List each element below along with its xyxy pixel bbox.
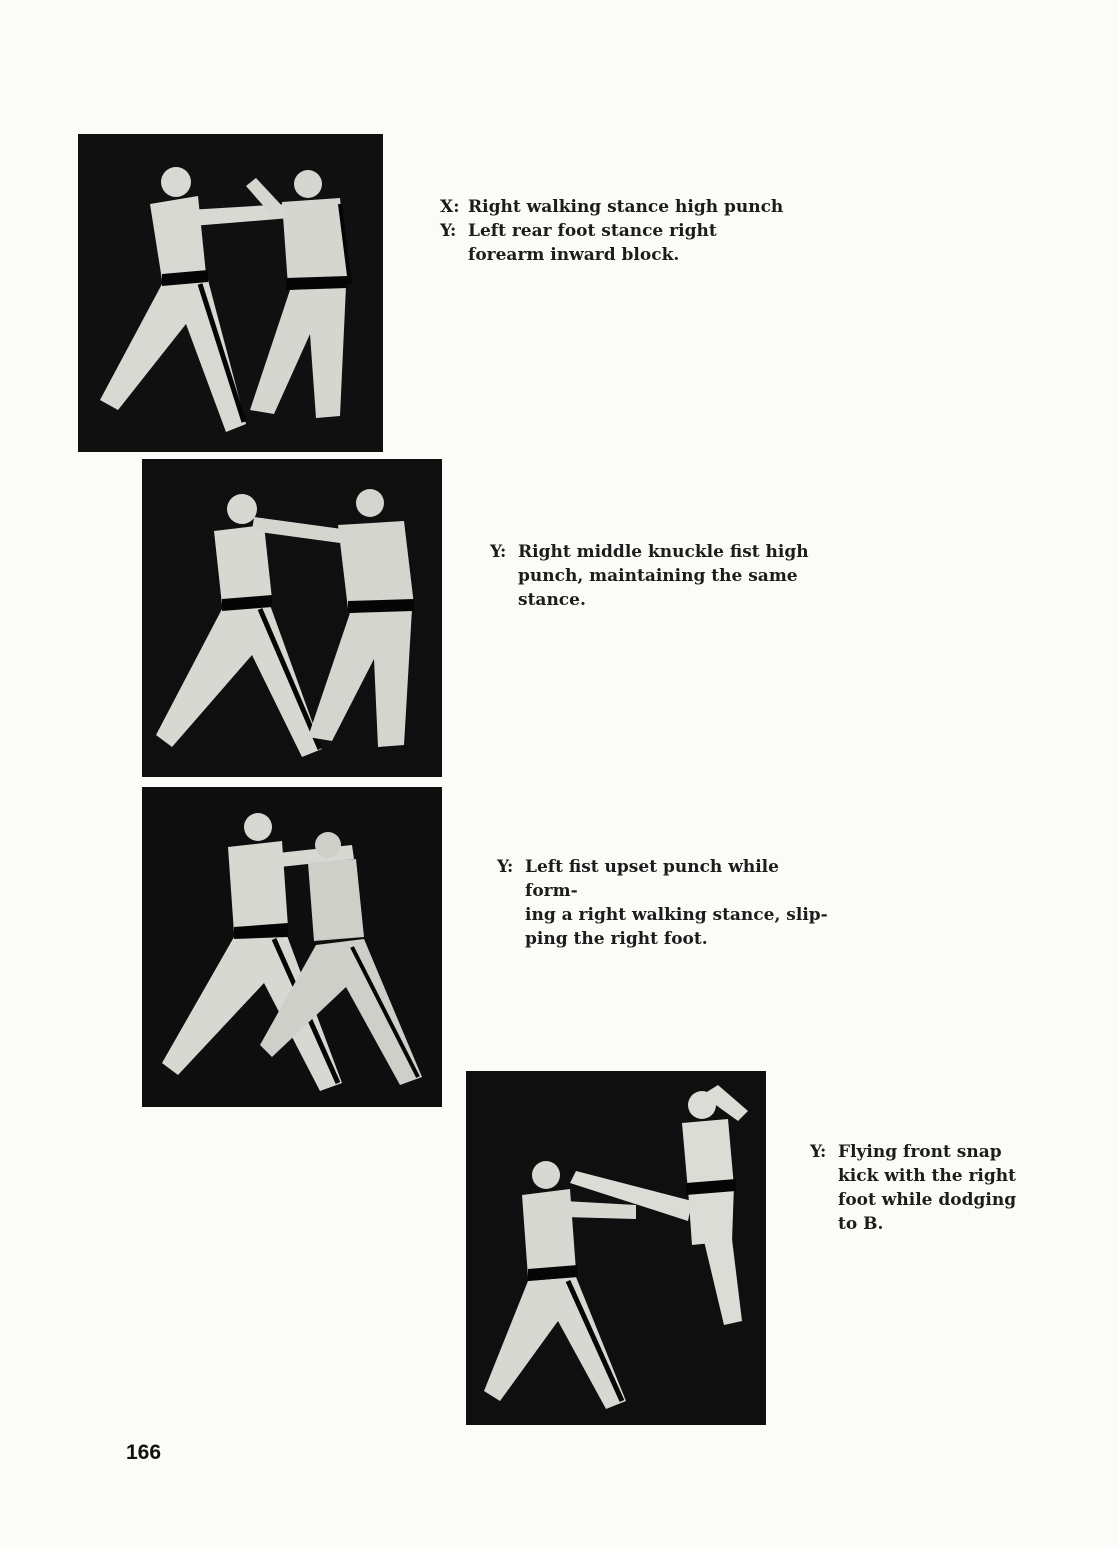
photo-flying-front-kick <box>466 1071 766 1425</box>
page-number: 166 <box>126 1441 162 1464</box>
caption-line <box>440 243 820 267</box>
speaker-label <box>497 927 525 951</box>
caption-line <box>810 1140 1040 1164</box>
caption-step-2 <box>490 540 830 612</box>
photo-upset-punch <box>142 787 442 1107</box>
photo-high-punch-block <box>78 134 383 452</box>
caption-line <box>497 855 837 903</box>
speaker-label <box>810 1188 838 1212</box>
caption-text: ing a right walking stance, slip- <box>525 905 828 925</box>
caption-line <box>440 219 820 243</box>
caption-text: Left fist upset punch while form- <box>525 857 779 901</box>
caption-line <box>440 195 820 219</box>
photo-2-figures <box>142 459 442 777</box>
caption-line <box>497 927 837 951</box>
caption-text: forearm inward block. <box>468 245 680 265</box>
speaker-label <box>810 1212 838 1236</box>
speaker-label: Y: <box>440 221 457 241</box>
caption-text: stance. <box>518 590 586 610</box>
caption-line <box>490 588 830 612</box>
speaker-label <box>490 588 518 612</box>
caption-text: Flying front snap <box>838 1142 1002 1162</box>
photo-3-figures <box>142 787 442 1107</box>
speaker-label <box>490 564 518 588</box>
caption-text: kick with the right <box>838 1166 1016 1186</box>
caption-line <box>497 903 837 927</box>
speaker-label <box>440 243 468 267</box>
speaker-label <box>810 1164 838 1188</box>
photo-4-figures <box>466 1071 766 1425</box>
speaker-label: Y: <box>810 1142 827 1162</box>
caption-line <box>810 1212 1040 1236</box>
caption-text: to B. <box>838 1214 884 1234</box>
caption-line <box>810 1164 1040 1188</box>
caption-line <box>490 564 830 588</box>
caption-text: punch, maintaining the same <box>518 566 798 586</box>
speaker-label <box>497 903 525 927</box>
photo-middle-knuckle-punch <box>142 459 442 777</box>
caption-step-1 <box>440 195 820 267</box>
caption-text: Left rear foot stance right <box>468 221 717 241</box>
caption-text: Right middle knuckle fist high <box>518 542 809 562</box>
caption-line <box>810 1188 1040 1212</box>
photo-1-figures <box>78 134 383 452</box>
speaker-label: X: <box>440 197 460 217</box>
caption-text: ping the right foot. <box>525 929 708 949</box>
caption-step-4 <box>810 1140 1040 1236</box>
caption-line <box>490 540 830 564</box>
caption-text: Right walking stance high punch <box>468 197 784 217</box>
caption-text: foot while dodging <box>838 1190 1017 1210</box>
speaker-label: Y: <box>497 857 514 877</box>
caption-step-3 <box>497 855 837 951</box>
speaker-label: Y: <box>490 542 507 562</box>
